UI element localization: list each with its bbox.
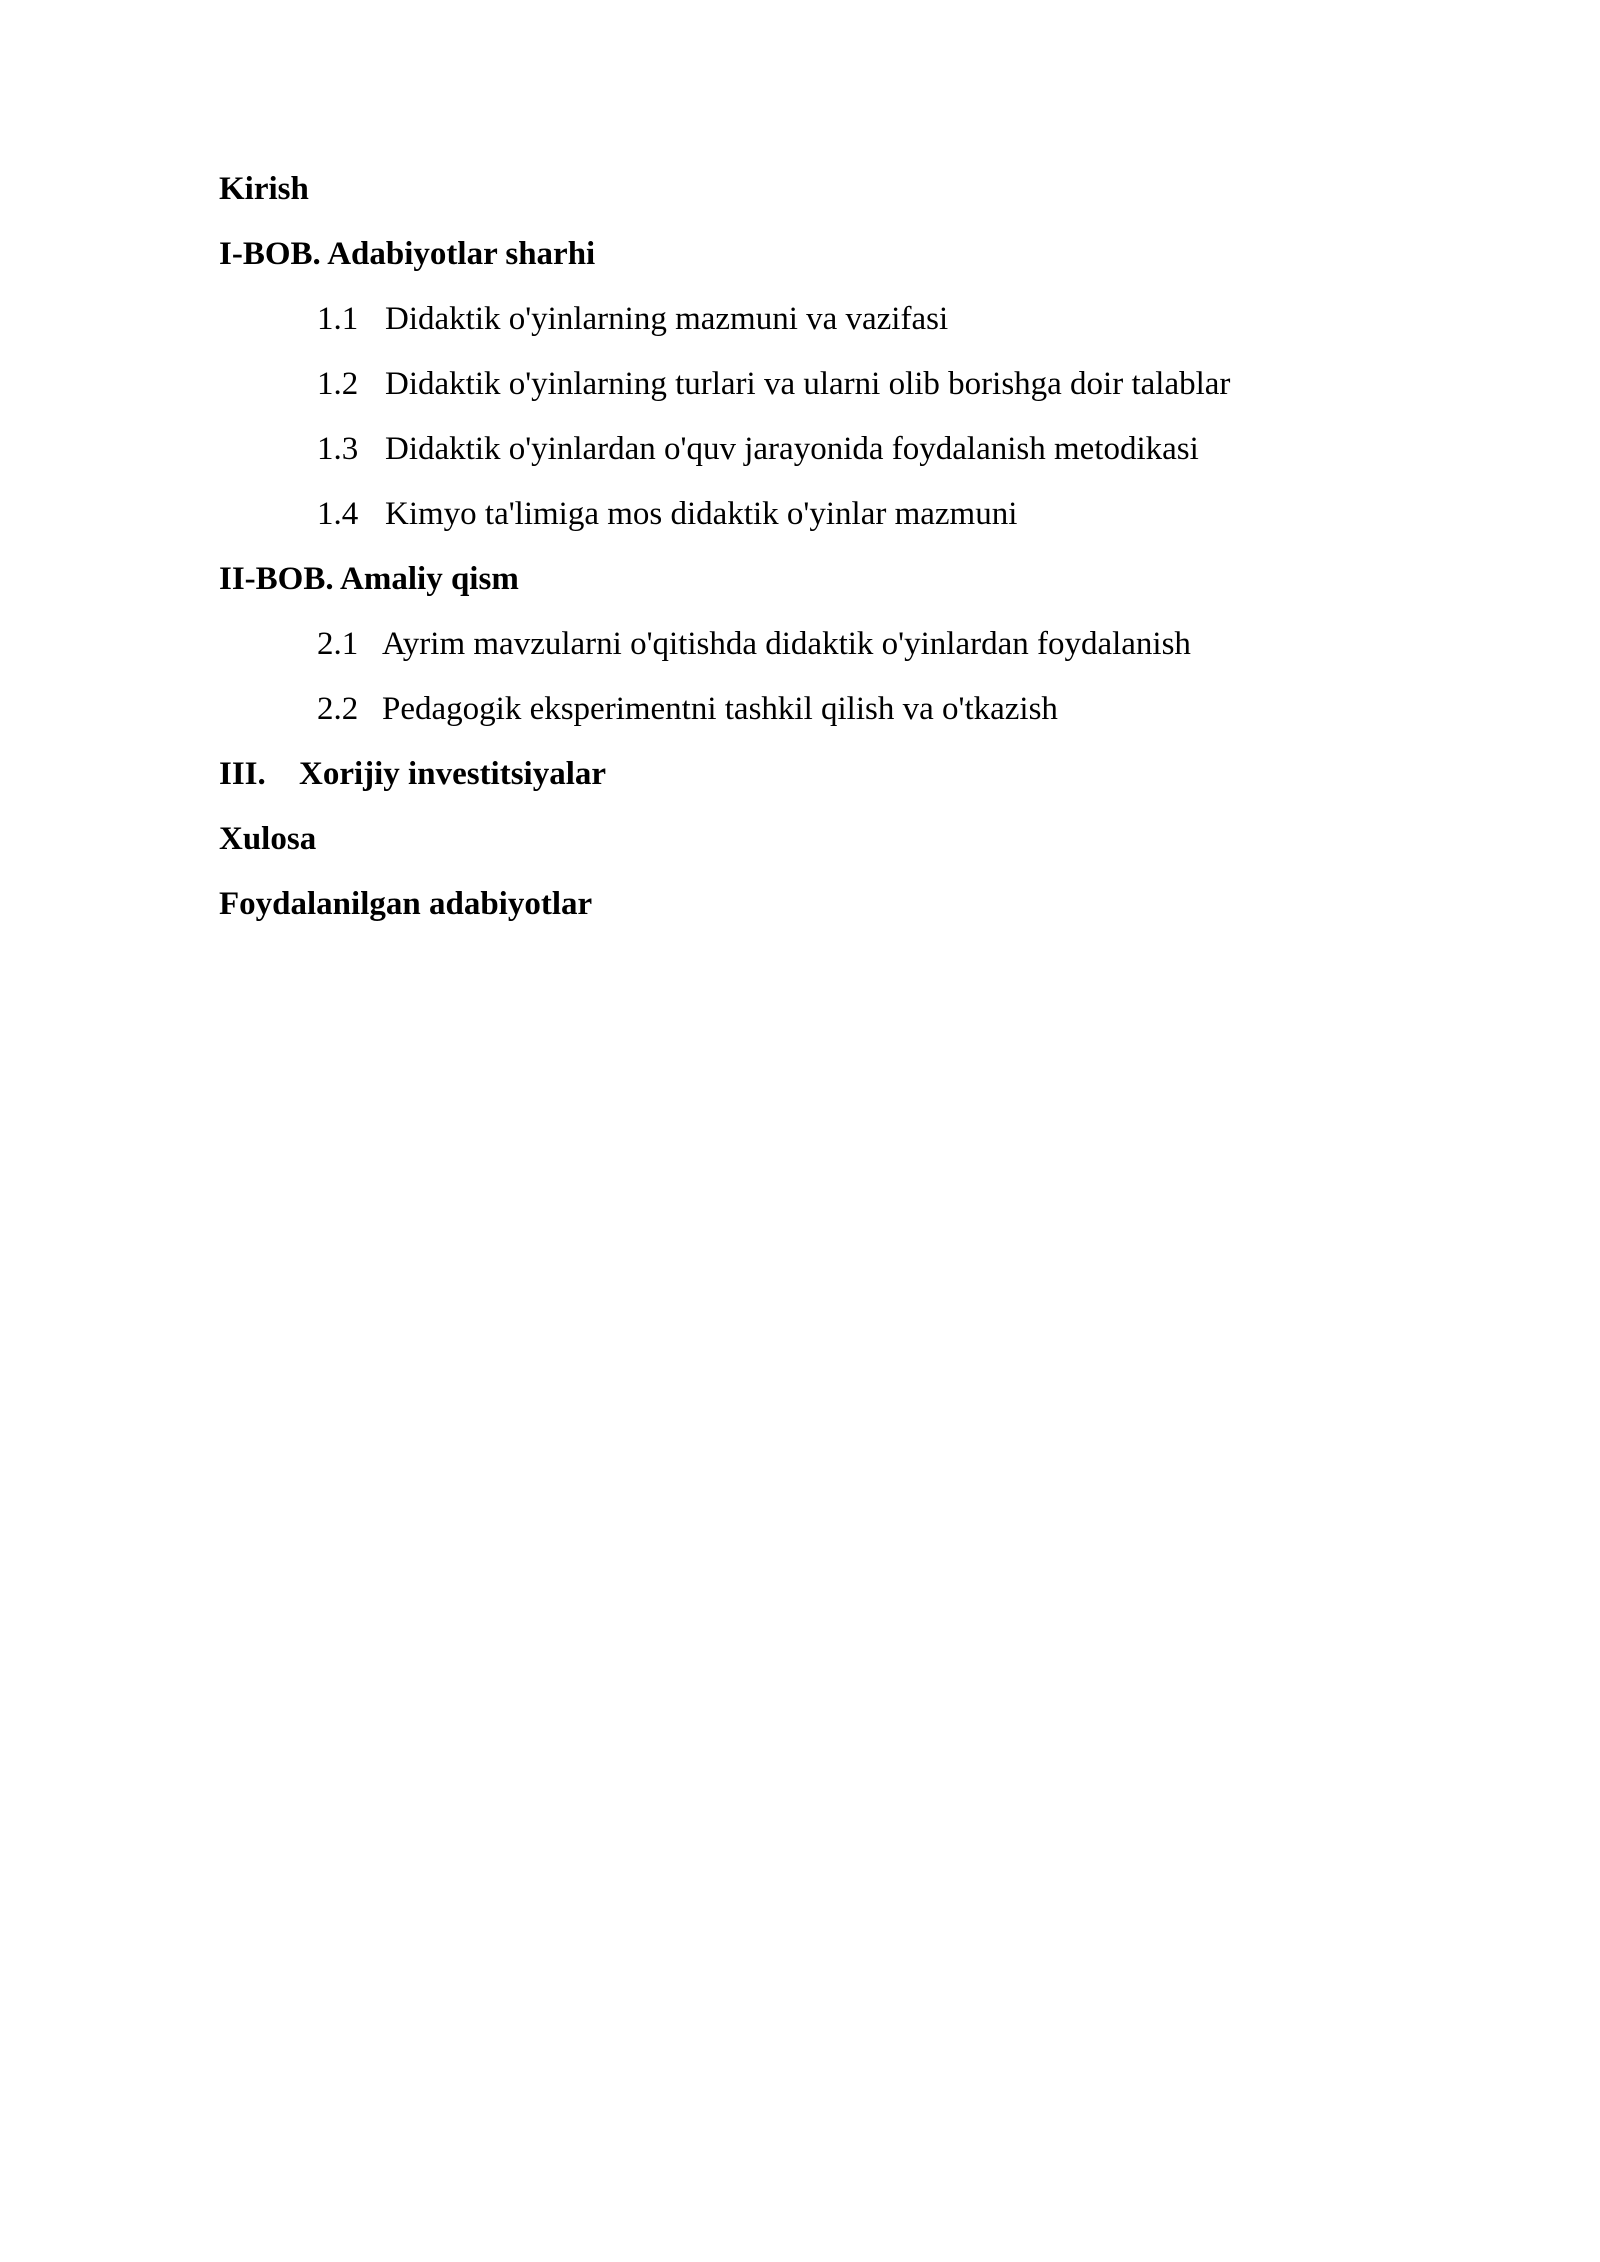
toc-title: Didaktik o'yinlarning turlari va ularni olib borishga doir talablar — [385, 366, 1231, 402]
toc-title: Kirish — [219, 171, 309, 207]
toc-number: 1.2 — [317, 366, 359, 402]
toc-title: Foydalanilgan adabiyotlar — [219, 886, 593, 922]
toc-section-2-2 — [219, 687, 1419, 752]
toc-section-1-4 — [219, 492, 1419, 557]
toc-title: Didaktik o'yinlarning mazmuni va vazifasi — [385, 301, 949, 337]
toc-title: I-BOB. Adabiyotlar sharhi — [219, 236, 596, 272]
toc-title: Xulosa — [219, 821, 317, 857]
toc-section-1-1 — [219, 297, 1419, 362]
toc-title: Didaktik o'yinlardan o'quv jarayonida foydalanish metodikasi — [385, 431, 1199, 467]
toc-section-1-2 — [219, 362, 1419, 427]
toc-number: III. — [219, 756, 266, 792]
toc-number: 2.2 — [317, 691, 359, 727]
toc-section-1-3 — [219, 427, 1419, 492]
toc-heading-kirish — [219, 167, 1419, 232]
toc-heading-chapter-1 — [219, 232, 1419, 297]
toc-heading-chapter-2 — [219, 557, 1419, 622]
toc-number: 1.1 — [317, 301, 359, 337]
toc-heading-references — [219, 882, 1419, 947]
toc-number: 2.1 — [317, 626, 359, 662]
table-of-contents — [219, 167, 1419, 947]
toc-title: Pedagogik eksperimentni tashkil qilish va o'tkazish — [382, 691, 1058, 727]
toc-title: Kimyo ta'limiga mos didaktik o'yinlar mazmuni — [385, 496, 1018, 532]
toc-number: 1.4 — [317, 496, 359, 532]
toc-title: II-BOB. Amaliy qism — [219, 561, 519, 597]
toc-title: Ayrim mavzularni o'qitishda didaktik o'yinlardan foydalanish — [382, 626, 1191, 662]
toc-number: 1.3 — [317, 431, 359, 467]
toc-section-2-1 — [219, 622, 1419, 687]
toc-heading-chapter-3 — [219, 752, 1419, 817]
toc-title: Xorijiy investitsiyalar — [299, 756, 607, 792]
toc-heading-xulosa — [219, 817, 1419, 882]
